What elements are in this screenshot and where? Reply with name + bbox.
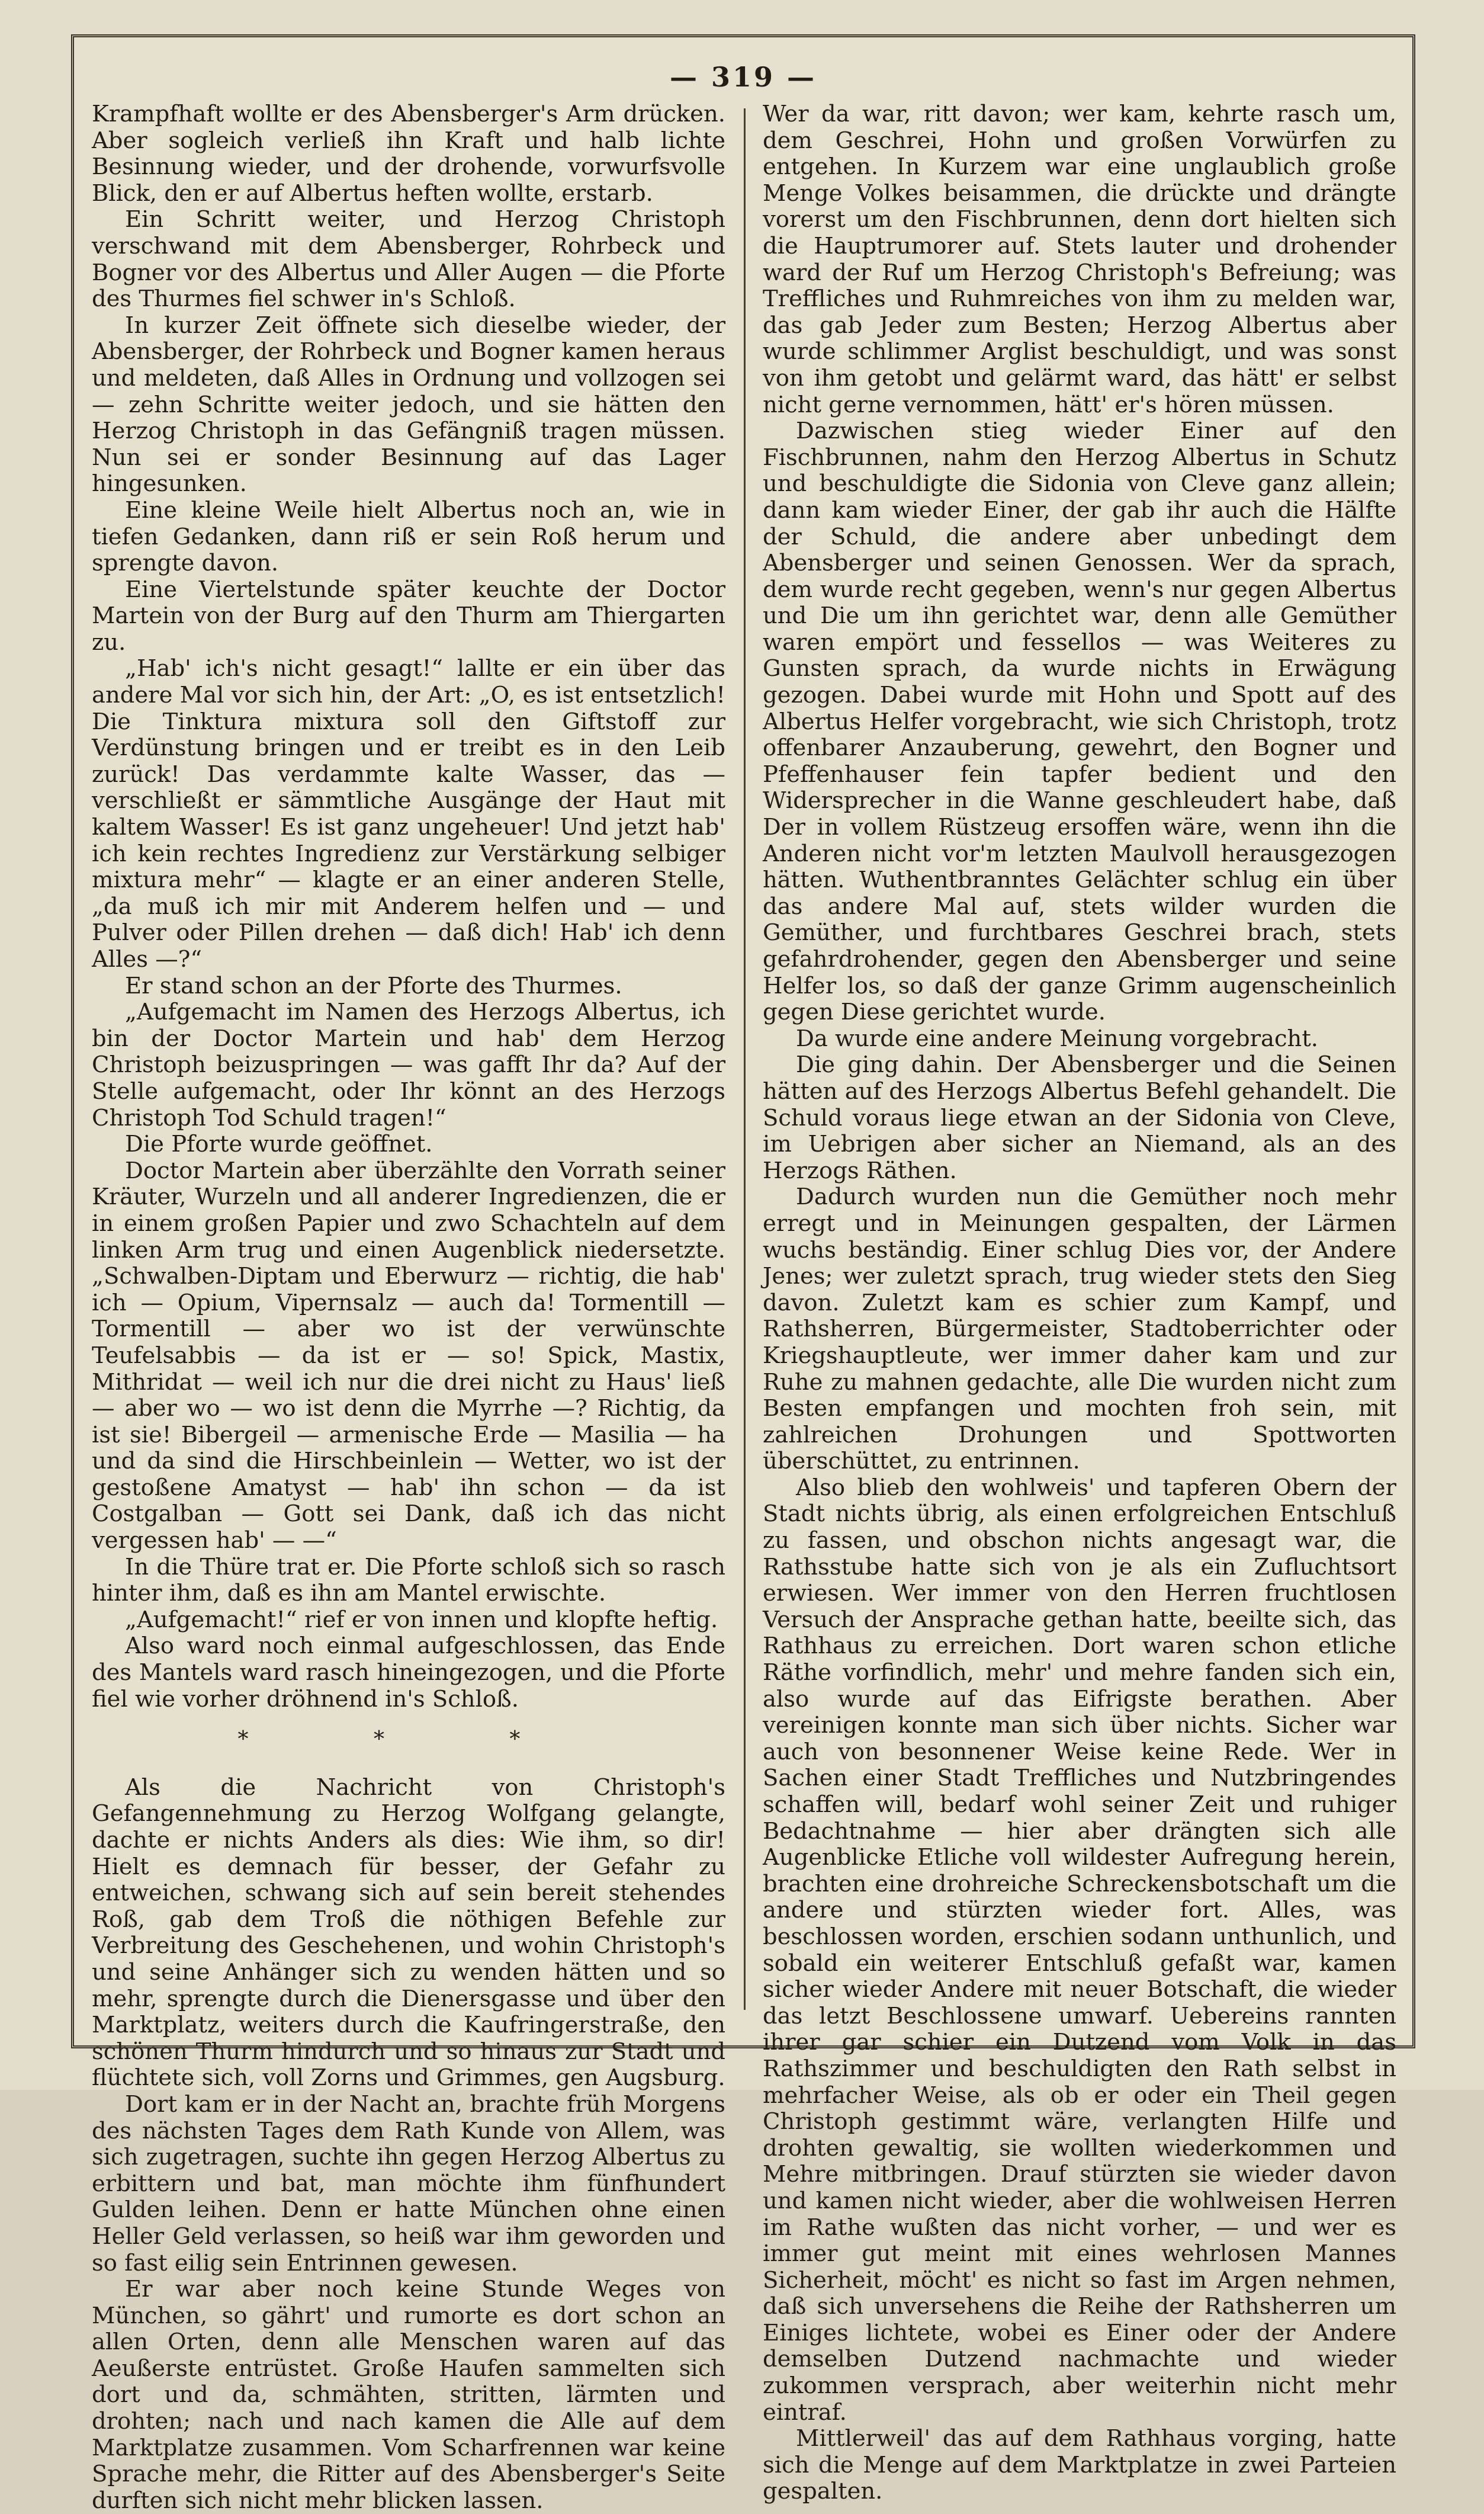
right-column (763, 101, 1396, 2505)
paragraph: Er stand schon an der Pforte des Thurmes. (125, 972, 622, 999)
paragraph: Wer da war, ritt davon; wer kam, kehrte rasch um, dem Geschrei, Hohn und großen Vorwürfen zu entgehen. In Kurzem war eine unglaublich große Menge Volkes beisammen, die drückte und drängte vorerst um den Fischbrunnen, denn dort hielten sich die Hauptrumorer auf. Stets lauter und drohender ward der Ruf um Herzog Christoph's Befreiung; was Treffliches und Ruhmreiches von ihm zu melden war, das gab Jeder zum Besten; Herzog Albertus aber wurde schlimmer Arglist beschuldigt, und was sonst von ihm getobt und gelärmt ward, das hätt' er selbst nicht gerne vernommen, hätt' er's hören müssen. (763, 101, 1396, 418)
paragraph: Als die Nachricht von Christoph's Gefangennehmung zu Herzog Wolfgang gelangte, dachte er nichts Anders als dies: Wie ihm, so dir! Hielt es demnach für besser, der Gefahr zu entweichen, schwang sich auf sein bereit stehendes Roß, gab dem Troß die nöthigen Befehle zur Verbreitung des Geschehenen, und wohin Christoph's und seine Anhänger sich zu wenden hätten und so mehr, sprengte durch die Dienersgasse und über den Marktplatz, weiters durch die Kaufringerstraße, den schönen Thurm hindurch und so hinaus zur Stadt und flüchtete sich, voll Zorns und Grimmes, gen Augsburg. (92, 1774, 725, 2092)
paragraph: Die Pforte wurde geöffnet. (125, 1131, 433, 1158)
paragraph: Also ward noch einmal aufgeschlossen, das Ende des Mantels ward rasch hineingezogen, und die Pforte fiel wie vorher dröhnend in's Schloß. (92, 1633, 725, 1713)
paragraph: Er war aber noch keine Stunde Weges von München, so gährt' und rumorte es dort schon an allen Orten, denn alle Menschen waren auf das Aeußerste entrüstet. Große Haufen sammelten sich dort und da, schmähten, stritten, lärmten und drohten; nach und nach kamen die Alle auf dem Marktplatze zusammen. Vom Scharfrennen war keine Sprache mehr, die Ritter auf des Abensberger's Seite durften sich nicht mehr blicken lassen. (92, 2276, 725, 2514)
paragraph: Also blieb den wohlweis' und tapferen Obern der Stadt nichts übrig, als einen erfolgreichen Entschluß zu fassen, und obschon nichts angesagt war, die Rathsstube hatte sich von je als ein Zufluchtsort erwiesen. Wer immer von den Herren fruchtlosen Versuch der Ansprache gethan hatte, beeilte sich, das Rathhaus zu erreichen. Dort waren schon etliche Räthe vorfindlich, mehr' und mehre fanden sich ein, also wurde auf das Eifrigste berathen. Aber vereinigen konnte man sich über nichts. Sicher war auch von besonnener Weise keine Rede. Wer in Sachen einer Stadt Treffliches und Nutzbringendes schaffen will, bedarf wohl seiner Zeit und ruhiger Bedachtnahme — hier aber drängten sich alle Augenblicke Etliche voll wildester Aufregung herein, brachten eine drohreiche Schreckensbotschaft um die andere und stürzten wieder fort. Alles, was beschlossen worden, erschien sodann unthunlich, und sobald ein weiterer Entschluß gefaßt war, kamen sicher wieder Andere mit neuer Botschaft, die wieder das letzt Beschlossene umwarf. Uebereins rannten ihrer gar schier ein Dutzend vom Volk in das Rathszimmer und beschuldigten den Rath selbst in mehrfacher Weise, als ob er oder ein Theil gegen Christoph gestimmt wäre, verlangten Hilfe und drohten gewaltig, sie wollten wiederkommen und Mehre mitbringen. Drauf stürzten sie wieder davon und kamen nicht wieder, aber die wohlweisen Herren im Rathe wußten das nicht vorher, — und wer es immer gut meint mit eines wehrlosen Mannes Sicherheit, möcht' es nicht so fast im Argen nehmen, daß sich unversehens die Reihe der Rathsherren um Einiges lichtete, wobei es Einer oder der Andere demselben Dutzend nachmachte und wieder zukommen versprach, aber weiterhin nicht mehr eintraf. (763, 1474, 1396, 2426)
paragraph: Eine Viertelstunde später keuchte der Doctor Martein von der Burg auf den Thurm am Thiergarten zu. (92, 576, 725, 656)
paragraph: Da wurde eine andere Meinung vorgebracht. (796, 1025, 1319, 1052)
paragraph: Die ging dahin. Der Abensberger und die Seinen hätten auf des Herzogs Albertus Befehl gehandelt. Die Schuld voraus liege etwan an der Sidonia von Cleve, im Uebrigen aber sicher an Niemand, als an des Herzogs Räthen. (763, 1051, 1396, 1184)
paragraph: Doctor Martein aber überzählte den Vorrath seiner Kräuter, Wurzeln und all anderer Ingredienzen, die er in einem großen Papier und zwo Schachteln auf dem linken Arm trug und einen Augenblick niedersetzte. „Schwalben-Diptam und Eberwurz — richtig, die hab' ich — Opium, Vipernsalz — auch da! Tormentill — Tormentill — aber wo ist der verwünschte Teufelsabbis — da ist er — so! Spick, Mastix, Mithridat — weil ich nur die drei nicht zu Haus' ließ — aber wo — wo ist denn die Myrrhe —? Richtig, da ist sie! Bibergeil — armenische Erde — Masilia — ha und da sind die Hirschbeinlein — Wetter, wo ist der gestoßene Amatyst — hab' ihn schon — da ist Costgalban — Gott sei Dank, daß ich das nicht vergessen hab' — —“ (92, 1157, 725, 1554)
paragraph: In die Thüre trat er. Die Pforte schloß sich so rasch hinter ihm, daß es ihn am Mantel erwischte. (92, 1553, 725, 1607)
paragraph: Krampfhaft wollte er des Abensberger's Arm drücken. Aber sogleich verließ ihn Kraft und halb lichte Besinnung wieder, und der drohende, vorwurfsvolle Blick, den er auf Albertus heften wollte, erstarb. (92, 101, 725, 207)
section-break: * * * (237, 1727, 580, 1752)
paragraph: „Aufgemacht im Namen des Herzogs Albertus, ich bin der Doctor Martein und hab' dem Herzog Christoph beizuspringen — was gafft Ihr da? Auf der Stelle aufgemacht, oder Ihr könnt an des Herzogs Christoph Tod Schuld tragen!“ (92, 999, 725, 1131)
paragraph: Mittlerweil' das auf dem Rathhaus vorging, hatte sich die Menge auf dem Marktplatze in zwei Parteien gespalten. (763, 2425, 1396, 2505)
paragraph: Dazwischen stieg wieder Einer auf den Fischbrunnen, nahm den Herzog Albertus in Schutz und beschuldigte die Sidonia von Cleve ganz allein; dann kam wieder Einer, der gab ihr auch die Hälfte der Schuld, die andere aber unbedingt dem Abensberger und seinen Genossen. Wer da sprach, dem wurde recht gegeben, wenn's nur gegen Albertus und Die um ihn gerichtet war, denn alle Gemüther waren empört und fessellos — was Weiteres zu Gunsten sprach, da wurde nichts in Erwägung gezogen. Dabei wurde mit Hohn und Spott auf des Albertus Helfer vorgebracht, wie sich Christoph, trotz offenbarer Anzauberung, gewehrt, den Bogner und Pfeffenhauser fein tapfer bedient und den Widersprecher in die Wanne geschleudert habe, daß Der in vollem Rüstzeug ersoffen wäre, wenn ihn die Anderen nicht vor'm letzten Maulvoll herausgezogen hätten. Wuthentbranntes Gelächter schlug ein über das andere Mal auf, stets wilder wurden die Gemüther, und furchtbares Geschrei brach, stets gefahrdrohender, gegen den Abensberger und seine Helfer los, so daß der ganze Grimm augenscheinlich gegen Diese gerichtet wurde. (763, 418, 1396, 1026)
page-number: — 319 — (669, 61, 817, 93)
paragraph: Dadurch wurden nun die Gemüther noch mehr erregt und in Meinungen gespalten, der Lärmen wuchs beständig. Einer schlug Dies vor, der Andere Jenes; wer zuletzt sprach, trug wieder stets den Sieg davon. Zuletzt kam es schier zum Kampf, und Rathsherren, Bürgermeister, Stadtoberrichter oder Kriegshauptleute, wer immer daher kam und zur Ruhe zu mahnen gedachte, alle Die wurden nicht zum Besten empfangen und mochten froh sein, mit zahlreichen Drohungen und Spottworten überschüttet, zu entrinnen. (763, 1184, 1396, 1475)
paragraph: „Aufgemacht!“ rief er von innen und klopfte heftig. (125, 1606, 718, 1633)
paragraph: Dort kam er in der Nacht an, brachte früh Morgens des nächsten Tages dem Rath Kunde von Allem, was sich zugetragen, suchte ihn gegen Herzog Albertus zu erbittern und bat, man möchte ihm fünfhundert Gulden leihen. Denn er hatte München ohne einen Heller Geld verlassen, so heiß war ihm geworden und so fast eilig sein Entrinnen gewesen. (92, 2090, 725, 2276)
paragraph: „Hab' ich's nicht gesagt!“ lallte er ein über das andere Mal vor sich hin, der Art: „O, es ist entsetzlich! Die Tinktura mixtura soll den Giftstoff zur Verdünstung bringen und er treibt es in den Leib zurück! Das verdammte kalte Wasser, das — verschließt er sämmtliche Ausgänge der Haut mit kaltem Wasser! Es ist ganz ungeheuer! Und jetzt hab' ich kein rechtes Ingredienz zur Verstärkung selbiger mixtura mehr“ — klagte er an einer anderen Stelle, „da muß ich mir mit Anderem helfen und — und Pulver oder Pillen drehen — daß dich! Hab' ich denn Alles —?“ (92, 655, 725, 973)
page-frame (71, 34, 1415, 2514)
paragraph: Eine kleine Weile hielt Albertus noch an, wie in tiefen Gedanken, dann riß er sein Roß herum und sprengte davon. (92, 496, 725, 577)
paragraph: In kurzer Zeit öffnete sich dieselbe wieder, der Abensberger, der Rohrbeck und Bogner kamen heraus und meldeten, daß Alles in Ordnung und vollzogen sei — zehn Schritte weiter jedoch, und sie hätten den Herzog Christoph in das Gefängniß tragen müssen. Nun sei er sonder Besinnung auf das Lager hingesunken. (92, 312, 725, 498)
paragraph: Ein Schritt weiter, und Herzog Christoph verschwand mit dem Abensberger, Rohrbeck und Bogner vor des Albertus und Aller Augen — die Pforte des Thurmes fiel schwer in's Schloß. (92, 206, 725, 313)
left-column (92, 101, 725, 2514)
column-divider (744, 108, 746, 2010)
